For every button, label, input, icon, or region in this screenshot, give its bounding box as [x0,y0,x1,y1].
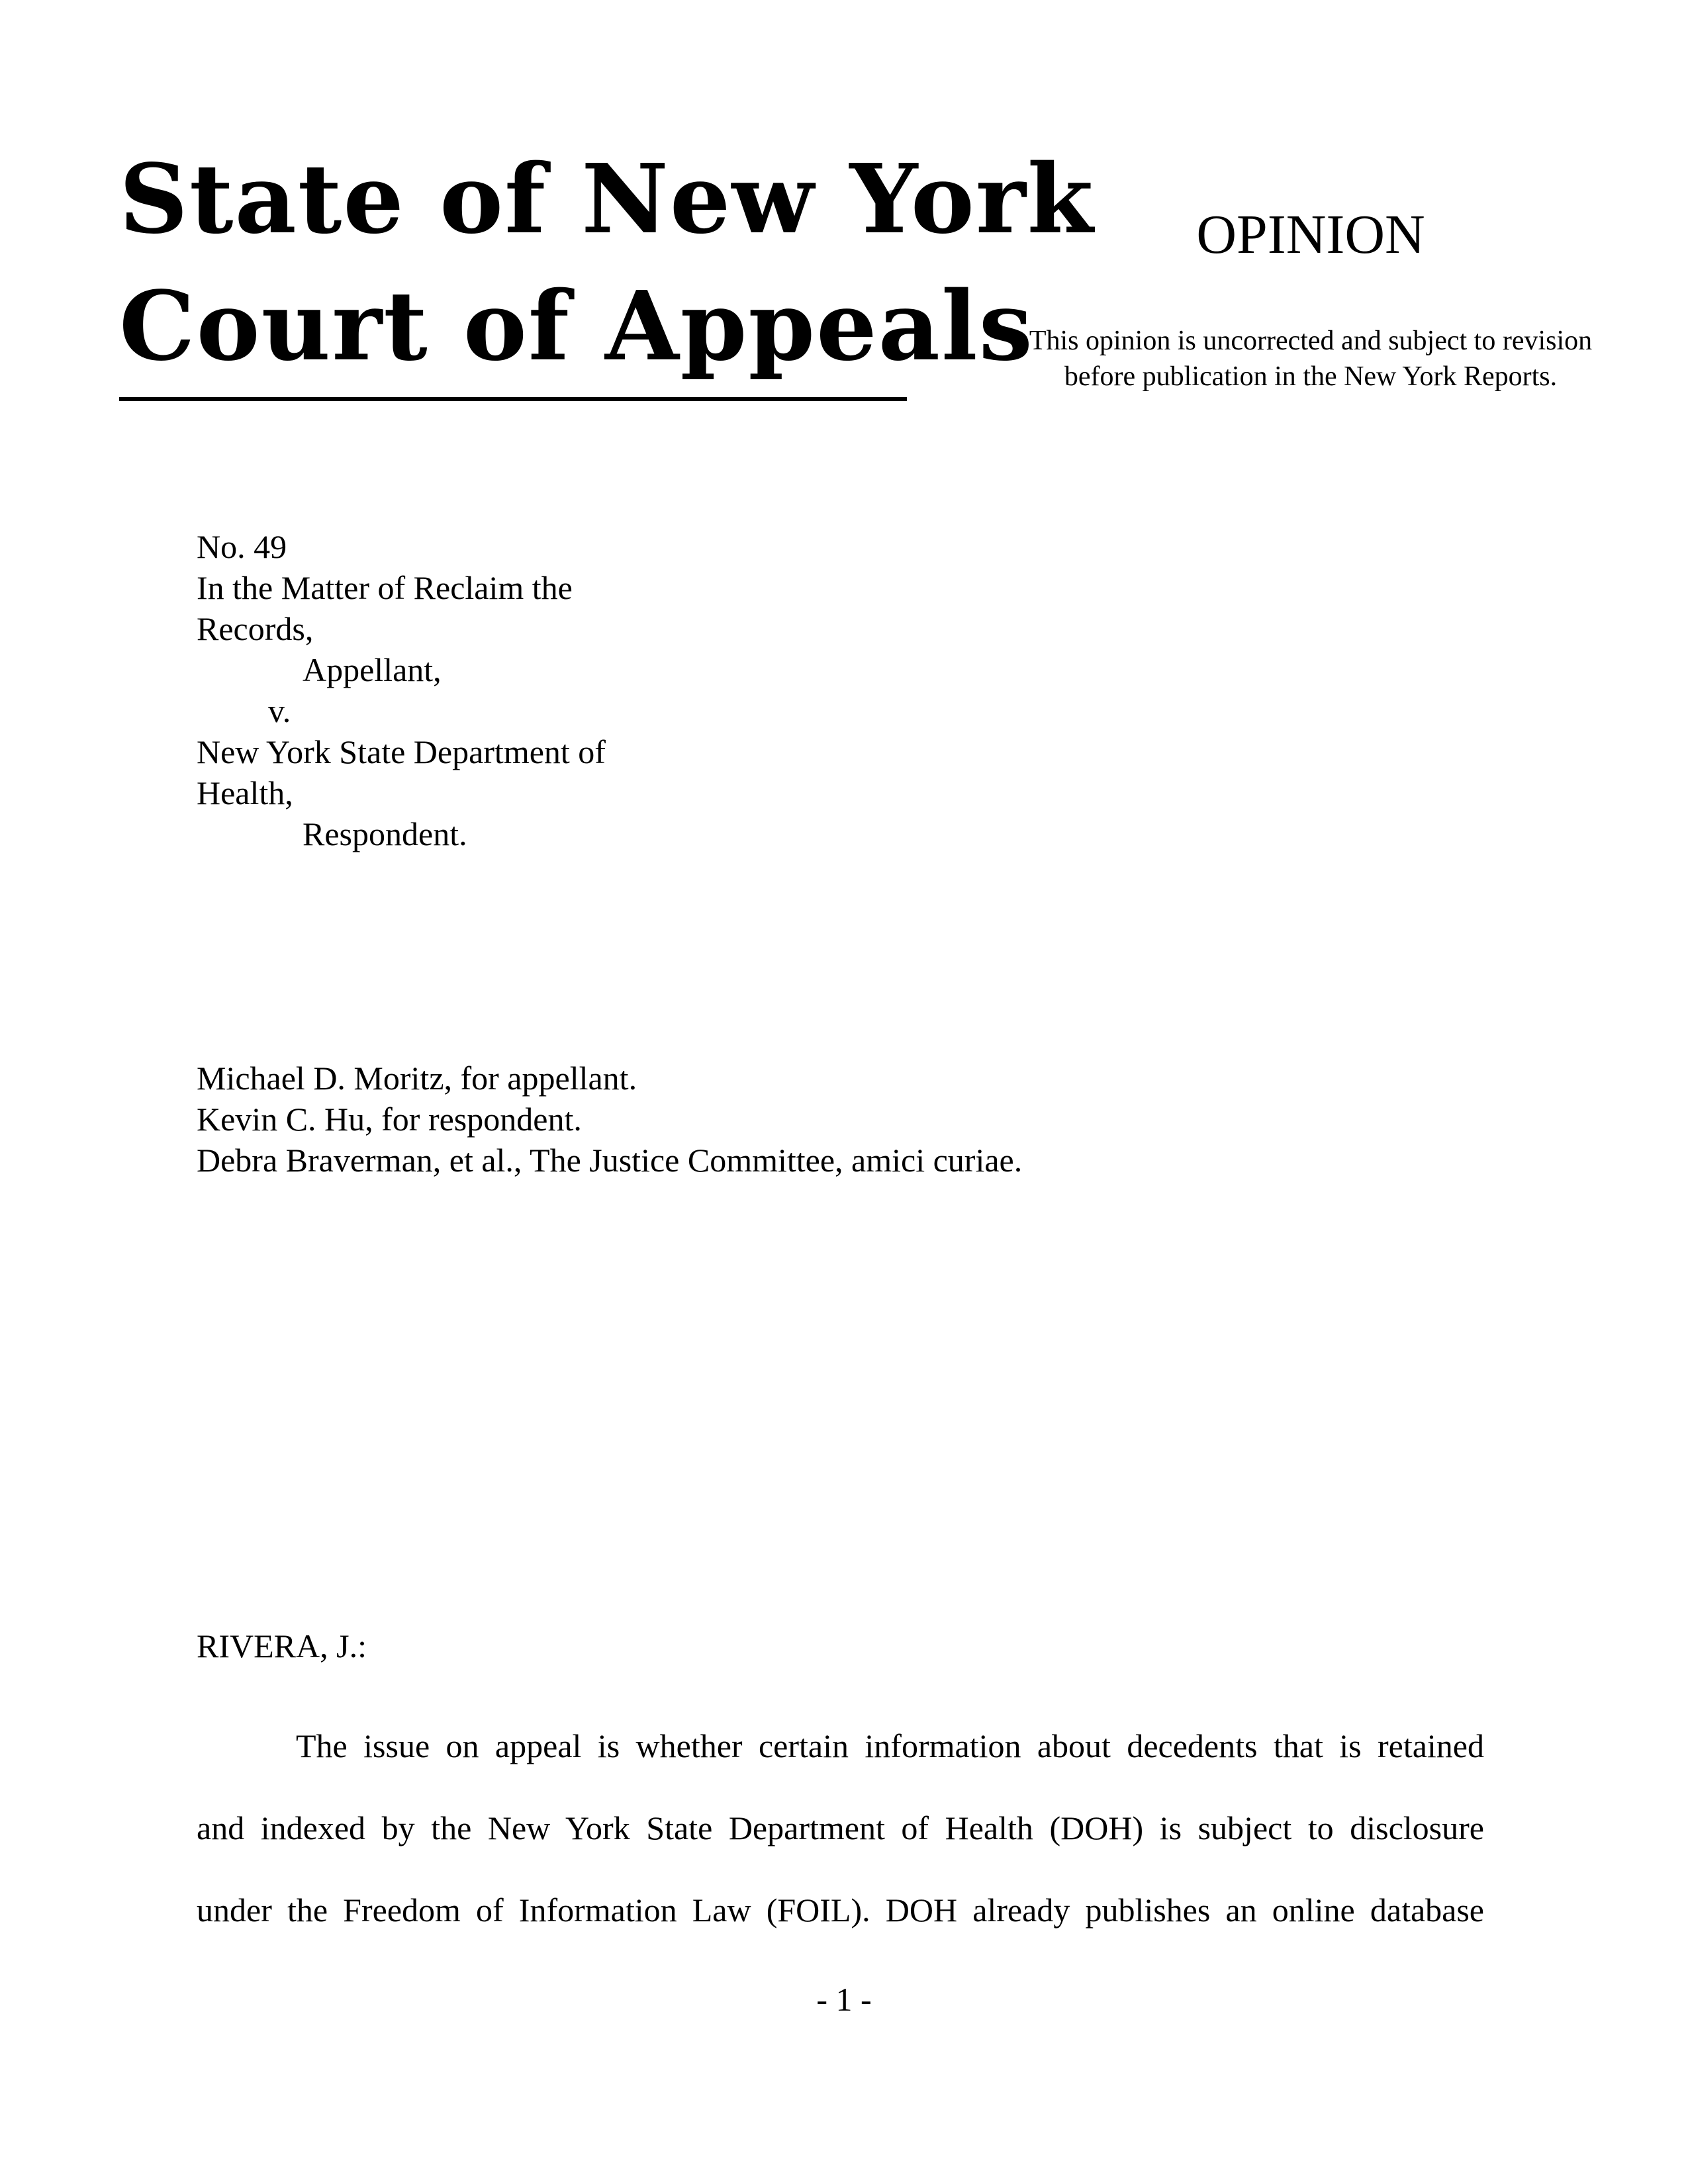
revision-notice-line-1: This opinion is uncorrected and subject to revision [1029,326,1593,356]
case-number: No. 49 [197,528,287,565]
opinion-body-line-3: under the Freedom of Information Law (FOIL). DOH already publishes an online database [197,1891,1484,1929]
case-caption [197,526,792,854]
revision-notice-line-2: before publication in the New York Reports. [1064,361,1558,392]
revision-notice [980,323,1642,394]
petitioner-role: Appellant, [303,651,442,688]
court-name-line-1: State of New York [119,143,1095,255]
header-rule [119,397,907,401]
respondent-name-line-2: Health, [197,774,293,811]
page-number: - 1 - [816,1981,872,2018]
counsel-amici: Debra Braverman, et al., The Justice Committee, amici curiae. [197,1142,1023,1179]
opinion-body-line-2: and indexed by the New York State Department of Health (DOH) is subject to disclosure [197,1809,1484,1846]
authoring-judge: RIVERA, J.: [197,1627,367,1664]
court-name-heading [119,136,1095,390]
opinion-label: OPINION [1196,204,1425,265]
counsel-respondent: Kevin C. Hu, for respondent. [197,1101,582,1138]
respondent-name-line-1: New York State Department of [197,733,606,770]
counsel-list [197,1058,1454,1181]
counsel-appellant: Michael D. Moritz, for appellant. [197,1060,637,1097]
petitioner-name-line-2: Records, [197,610,314,647]
opinion-body [197,1705,1484,1951]
petitioner-name-line-1: In the Matter of Reclaim the [197,569,573,606]
respondent-role: Respondent. [303,815,467,852]
versus-label: v. [268,692,291,729]
court-name-line-2: Court of Appeals [119,270,1034,382]
opinion-body-line-1: The issue on appeal is whether certain information about decedents that is retained [296,1727,1484,1764]
